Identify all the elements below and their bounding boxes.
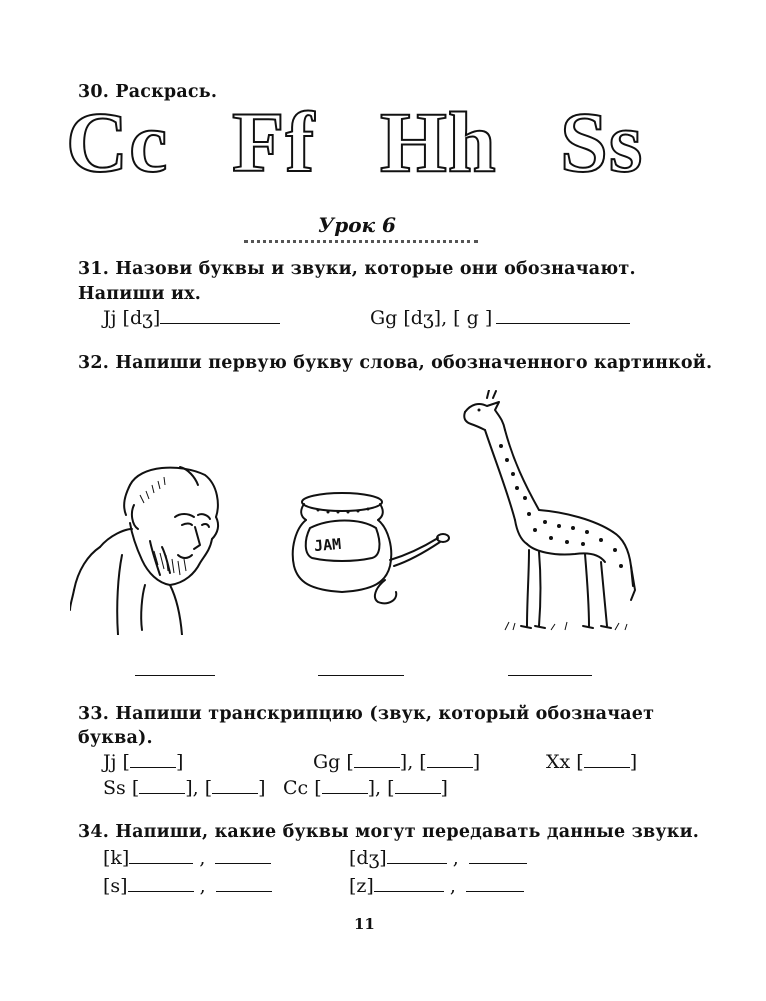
task-34-z-label: [z] [349, 875, 374, 897]
answer-line[interactable] [160, 322, 280, 324]
task-33-ss: Ss [ ], [ ] [103, 777, 266, 799]
lesson-title: Урок 6 [318, 213, 396, 237]
transcription-blank[interactable] [427, 766, 473, 768]
task-33-xx-label: Xx [546, 751, 571, 773]
page-number: 11 [354, 915, 375, 933]
task-34-z: [z] , [349, 875, 524, 897]
answer-line[interactable] [215, 862, 271, 864]
outline-letters-ff[interactable]: Ff [232, 94, 316, 190]
picture-answer-line-2[interactable] [318, 675, 404, 676]
task-34-s-label: [s] [103, 875, 128, 897]
task-33-ss-label: Ss [103, 777, 126, 799]
task-33-cc-label: Cc [283, 777, 309, 799]
answer-line[interactable] [129, 862, 193, 864]
task-33-gg: Gg [ ], [ ] [313, 751, 481, 773]
answer-line[interactable] [466, 890, 524, 892]
task-33-title-2: буква). [78, 728, 153, 748]
transcription-blank[interactable] [212, 792, 258, 794]
task-34-k-label: [k] [103, 847, 130, 869]
task-32-title: 32. Напиши первую букву слова, обозначенного картинкой. [78, 353, 713, 373]
picture-answer-line-3[interactable] [508, 675, 592, 676]
task-34-k: [k] , [103, 847, 271, 869]
answer-line[interactable] [128, 890, 194, 892]
jar-label: JAM [313, 534, 342, 556]
task-31-title: 31. Назови буквы и звуки, которые они обозначают. [78, 259, 636, 279]
outline-letters-ss[interactable]: Ss [560, 94, 644, 190]
answer-line[interactable] [216, 890, 272, 892]
task-31-item-jj-label: Jj [dʒ] [103, 307, 161, 329]
task-33-jj-label: Jj [103, 751, 117, 773]
task-33-jj: Jj [ ] [103, 751, 184, 773]
transcription-blank[interactable] [322, 792, 368, 794]
task-31-item-jj [103, 307, 280, 329]
task-33-gg-label: Gg [313, 751, 341, 773]
lesson-divider [244, 240, 478, 243]
answer-line[interactable] [496, 322, 630, 324]
transcription-blank[interactable] [395, 792, 441, 794]
old-man-illustration [70, 455, 230, 635]
task-34-dz: [dʒ] , [349, 847, 527, 869]
task-34-title: 34. Напиши, какие буквы могут передавать данные звуки. [78, 822, 700, 842]
transcription-blank[interactable] [139, 792, 185, 794]
transcription-blank[interactable] [354, 766, 400, 768]
task-31-item-gg-label: Gg [dʒ], [ g ] [370, 307, 493, 329]
answer-line[interactable] [374, 890, 444, 892]
outline-letters-hh[interactable]: Hh [380, 94, 497, 190]
task-33-title: 33. Напиши транскрипцию (звук, который обозначает [78, 704, 655, 724]
task-30-title: 30. Раскрась. [78, 82, 218, 102]
task-33-xx: Xx [ ] [546, 751, 638, 773]
picture-answer-line-1[interactable] [135, 675, 215, 676]
task-33-cc: Cc [ ], [ ] [283, 777, 448, 799]
task-34-dz-label: [dʒ] [349, 847, 387, 869]
task-31-item-gg [370, 307, 630, 329]
answer-line[interactable] [387, 862, 447, 864]
answer-line[interactable] [469, 862, 527, 864]
giraffe-illustration [455, 390, 655, 640]
task-34-s: [s] , [103, 875, 272, 897]
transcription-blank[interactable] [584, 766, 630, 768]
transcription-blank[interactable] [130, 766, 176, 768]
task-31-title-2: Напиши их. [78, 284, 202, 304]
outline-letters-cc[interactable]: Cc [66, 94, 169, 190]
